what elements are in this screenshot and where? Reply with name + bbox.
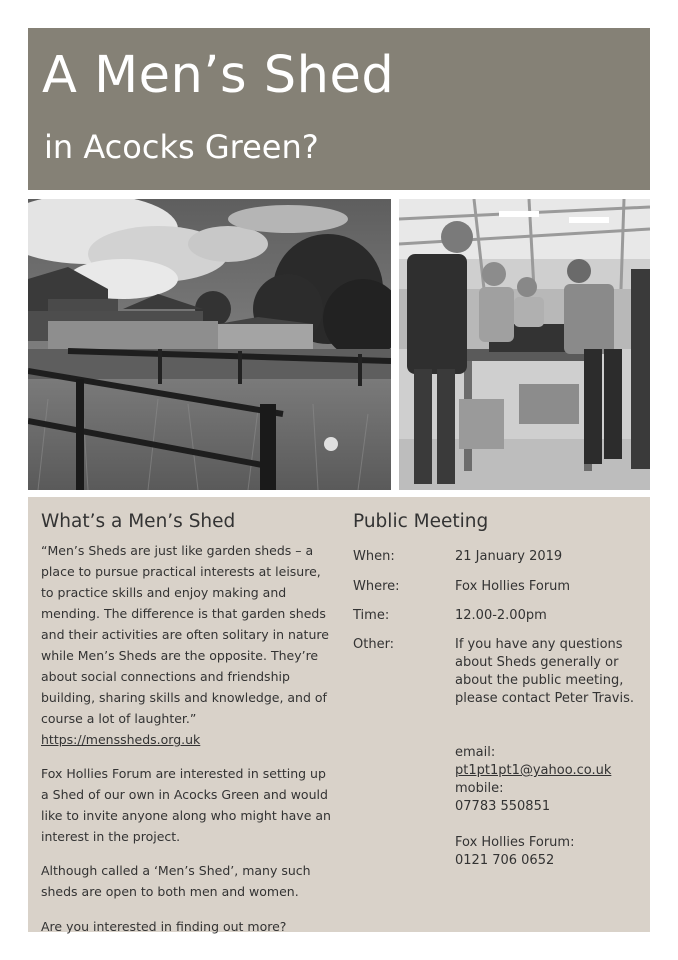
title-banner [28, 28, 650, 190]
where-value: Fox Hollies Forum [455, 579, 571, 594]
when-value: 21 January 2019 [455, 549, 563, 564]
garden-photo [28, 199, 391, 490]
page-title: A Men’s Shed [42, 46, 395, 105]
forum-label: Fox Hollies Forum: [455, 835, 575, 850]
when-row [353, 548, 643, 578]
time-value: 12.00-2.00pm [455, 608, 547, 623]
section-heading-public-meeting: Public Meeting [353, 511, 489, 532]
time-row [353, 607, 643, 636]
other-label: Other: [353, 637, 395, 652]
time-label: Time: [353, 608, 390, 623]
whats-a-mens-shed-section [41, 511, 331, 937]
when-label: When: [353, 549, 395, 564]
call-to-action: Are you interested in finding out more? [41, 919, 287, 934]
menssheds-link[interactable]: https://menssheds.org.uk [41, 732, 201, 747]
page-subtitle: in Acocks Green? [44, 128, 319, 166]
email-label: email: [455, 745, 496, 760]
section-heading-whats-shed: What’s a Men’s Shed [41, 511, 236, 532]
intro-paragraph: Fox Hollies Forum are interested in setting up a Shed of our own in Acocks Green and would like to invite anyone along who might have an interest in the project. [41, 766, 331, 844]
contact-spacer [455, 816, 645, 834]
other-row [353, 636, 643, 710]
public-meeting-section [353, 511, 643, 868]
other-value: If you have any questions about Sheds generally or about the public meeting, please contact Peter Travis. [455, 637, 635, 706]
mobile-value: 07783 550851 [455, 799, 551, 814]
workshop-photo [399, 199, 650, 490]
mens-shed-quote: “Men’s Sheds are just like garden sheds – a place to pursue practical interests at leisure, to practice skills and enjoy making and mending. The difference is that garden sheds and their activities are often solitary in nature while Men’s Sheds are the opposite. They’re about social connections and friendship building, sharing skills and knowledge, and of course a lot of laughter.” [41, 543, 329, 726]
open-to-all-paragraph: Although called a ‘Men’s Shed’, many such sheds are open to both men and women. [41, 863, 311, 899]
info-panel [28, 497, 650, 932]
contact-details [455, 744, 645, 870]
workshop-photo-image [399, 199, 650, 490]
where-row [353, 578, 643, 607]
email-link[interactable]: pt1pt1pt1@yahoo.co.uk [455, 763, 612, 778]
where-label: Where: [353, 579, 400, 594]
mobile-label: mobile: [455, 781, 504, 796]
forum-phone: 0121 706 0652 [455, 853, 555, 868]
garden-photo-image [28, 199, 391, 490]
